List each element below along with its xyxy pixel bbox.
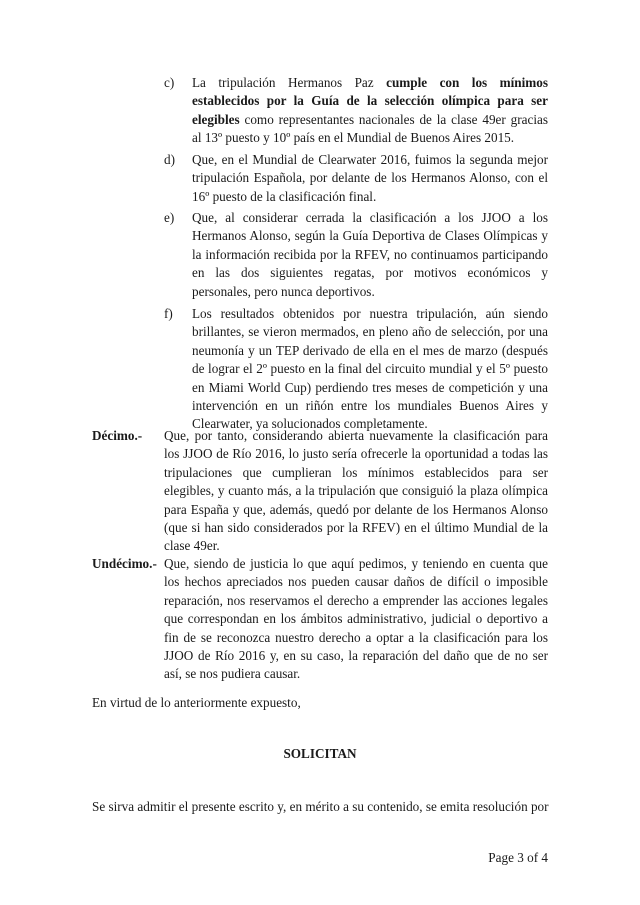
item-e-marker: e) — [164, 210, 175, 225]
decimo-paragraph — [164, 427, 548, 556]
item-c-text-part1: La tripulación Hermanos Paz — [192, 75, 387, 90]
decimo-label: Décimo.- — [92, 428, 143, 443]
intro-text: En virtud de lo anteriormente expuesto, — [92, 695, 301, 710]
item-c-text-bold: cumple con los mínimos establecidos por la Guía de la selección olímpica para ser elegibles — [192, 75, 549, 127]
item-c-text-part2: como representantes nacionales de la clase 49er gracias al 13º puesto y 10º país en el Mundial de Buenos Aires 2015. — [192, 111, 548, 146]
closing-text: Se sirva admitir el presente escrito y, en mérito a su contenido, se emita resolución por — [92, 799, 549, 814]
item-f-marker: f) — [164, 306, 173, 321]
page-number: Page 3 of 4 — [488, 850, 548, 865]
item-d-paragraph — [192, 151, 548, 206]
item-f-paragraph — [192, 305, 548, 434]
item-c-text — [192, 74, 548, 148]
item-f-text: Los resultados obtenidos por nuestra tripulación, aún siendo brillantes, se vieron mermados, en pleno año de selección, por una neumonía y un TEP derivado de ella en el mes de marzo (después de lograr el 2º puesto en la final del circuito mundial y el 5º puesto en Miami World Cup) perdiendo tres meses de competición y una intervención en un riñón entre los mundiales Buenos Aires y Clearwater, ya solucionados completamente. — [192, 306, 548, 432]
undecimo-label: Undécimo.- — [92, 556, 157, 571]
decimo-text: Que, por tanto, considerando abierta nuevamente la clasificación para los JJOO de Río 2016, lo justo sería ofrecerle la oportunidad a todas las tripulaciones que cumplieran los mínimos establecidos para ser elegibles, y cuanto más, a la tripulación que consiguió la plaza olímpica para España y que, además, quedó por delante de los Hermanos Alonso (que si han sido considerados por la RFEV) en el último Mundial de la clase 49er. — [164, 428, 548, 554]
item-e-paragraph — [192, 209, 548, 301]
solicitan-heading: SOLICITAN — [283, 746, 357, 761]
item-c-marker: c) — [164, 75, 175, 90]
item-e-text: Que, al considerar cerrada la clasificación a los JJOO a los Hermanos Alonso, según la Guía Deportiva de Clases Olímpicas y la información recibida por la RFEV, no continuamos participando en las dos siguientes regatas, por motivos económicos y personales, pero nunca deportivos. — [192, 210, 548, 299]
undecimo-paragraph — [164, 555, 548, 684]
item-d-marker: d) — [164, 152, 175, 167]
item-c-paragraph — [192, 74, 548, 148]
item-d-text: Que, en el Mundial de Clearwater 2016, fuimos la segunda mejor tripulación Española, por delante de los Hermanos Alonso, con el 16º puesto de la clasificación final. — [192, 152, 548, 204]
undecimo-text: Que, siendo de justicia lo que aquí pedimos, y teniendo en cuenta que los hechos apreciados nos pueden causar daños de difícil o imposible reparación, nos reservamos el derecho a emprender las acciones legales que correspondan en los ámbitos administrativo, judicial o deportivo a fin de se reconozca nuestro derecho a optar a la clasificación para los JJOO de Río 2016 y, en su caso, la reparación del daño que de no ser así, se nos pudiera causar. — [164, 556, 548, 682]
